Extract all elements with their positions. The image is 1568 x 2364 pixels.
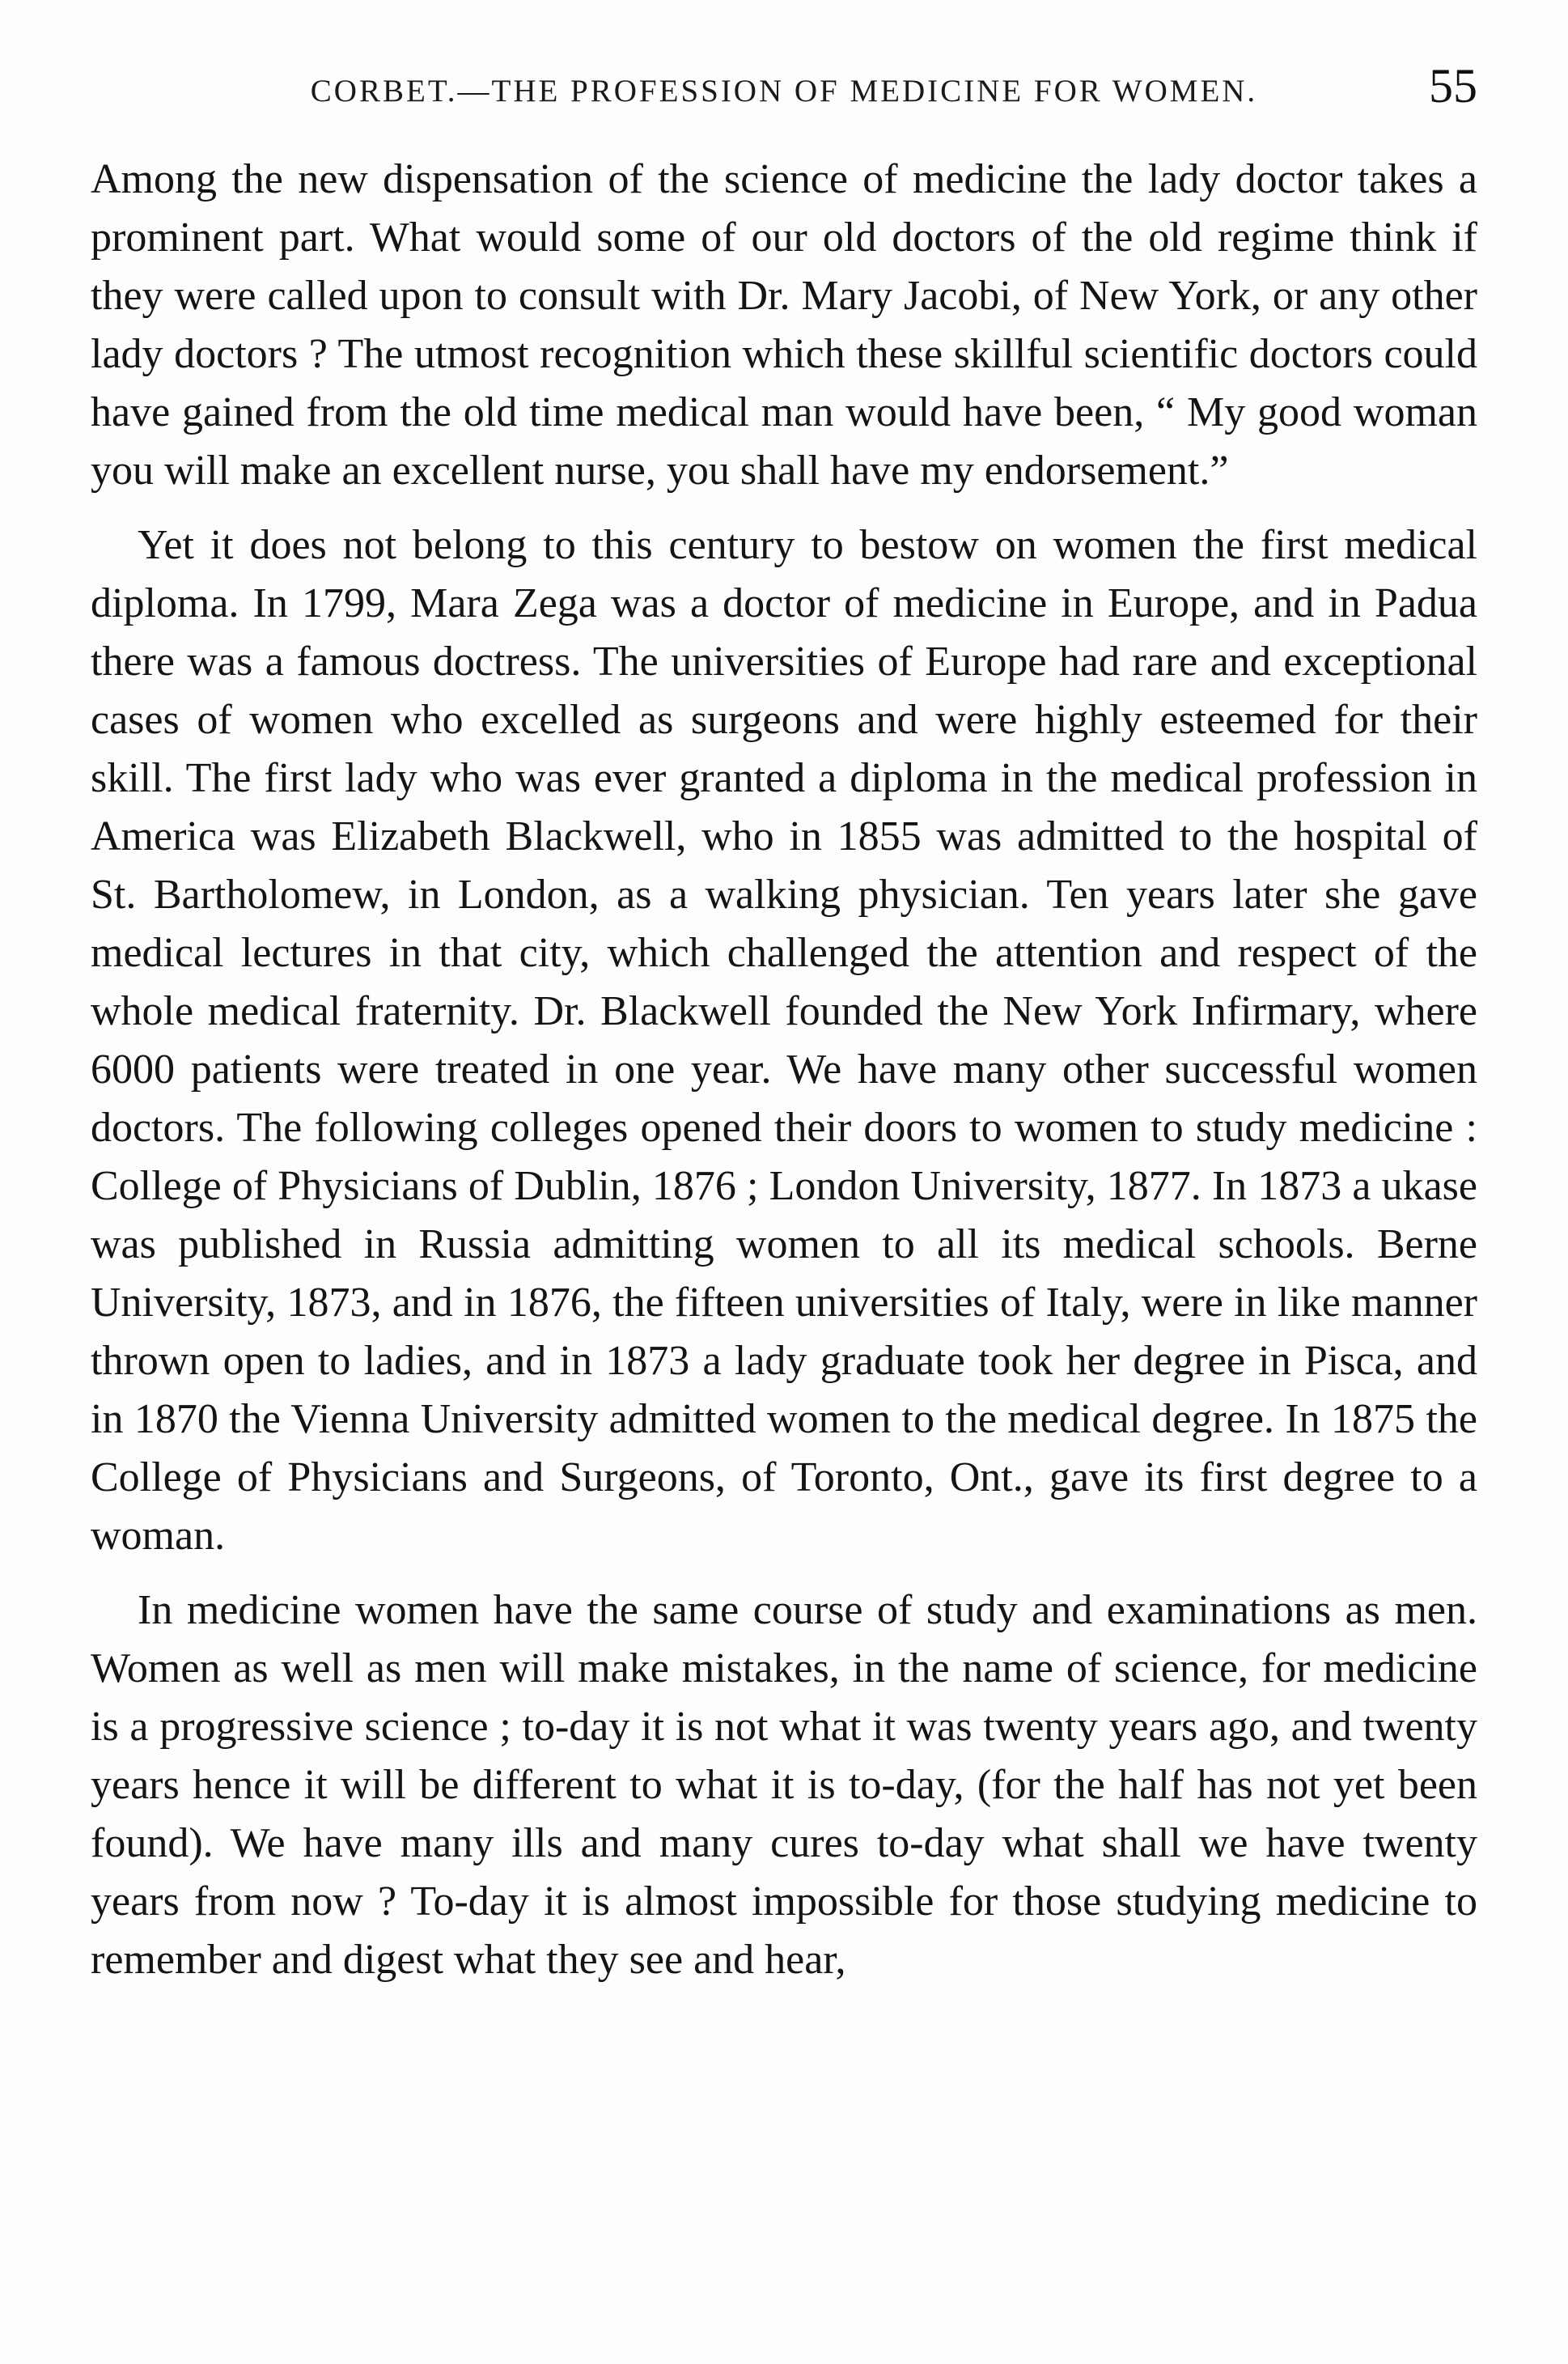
paragraph-course-of-study: In medicine women have the same course of study and examinations as men. Women as well as men will make mistakes, in the name of science, for medicine is a progressive science ; to-day it is not what it was twenty years ago, and twenty years hence it will be different to what it is to-day, (for the half has not yet been found). We have many ills and many cures to-day what shall we have twenty years from now ? To-day it is almost impossible for those studying medicine to remember and digest what they see and hear, (91, 1587, 1477, 1983)
page-number: 55 (1429, 59, 1477, 112)
running-title: CORBET.—THE PROFESSION OF MEDICINE FOR WOMEN. (310, 74, 1258, 108)
paragraph-lady-doctors: Among the new dispensation of the science of medicine the lady doctor takes a prominent part. What would some of our old doctors of the old regime think if they were called upon to consult with Dr. Mary Jacobi, of New York, or any other lady doctors ? The utmost recognition which these skillful scientific doctors could have gained from the old time medical man would have been, “ My good woman you will make an excellent nurse, you shall have my endorsement.” (91, 156, 1477, 494)
paragraph-first-diplomas: Yet it does not belong to this century to bestow on women the first medical diploma. In 1799, Mara Zega was a doctor of medicine in Europe, and in Padua there was a famous doctress. The universities of Europe had rare and exceptional cases of women who excelled as surgeons and were highly esteemed for their skill. The first lady who was ever granted a diploma in the medical profession in America was Elizabeth Blackwell, who in 1855 was admitted to the hospital of St. Bartholomew, in London, as a walking physician. Ten years later she gave medical lectures in that city, which challenged the attention and respect of the whole medical fraternity. Dr. Blackwell founded the New York Infirmary, where 6000 patients were treated in one year. We have many other successful women doctors. The following colleges opened their doors to women to study medicine : College of Physicians of Dublin, 1876 ; London University, 1877. In 1873 a ukase was published in Russia admitting women to all its medical schools. Berne University, 1873, and in 1876, the fifteen universities of Italy, were in like manner thrown open to ladies, and in 1873 a lady graduate took her degree in Pisca, and in 1870 the Vienna University admitted women to the medical degree. In 1875 the College of Physicians and Surgeons, of Toronto, Ont., gave its first degree to a woman. (91, 522, 1477, 1559)
body-text (91, 151, 1477, 1989)
running-head (91, 58, 1477, 123)
